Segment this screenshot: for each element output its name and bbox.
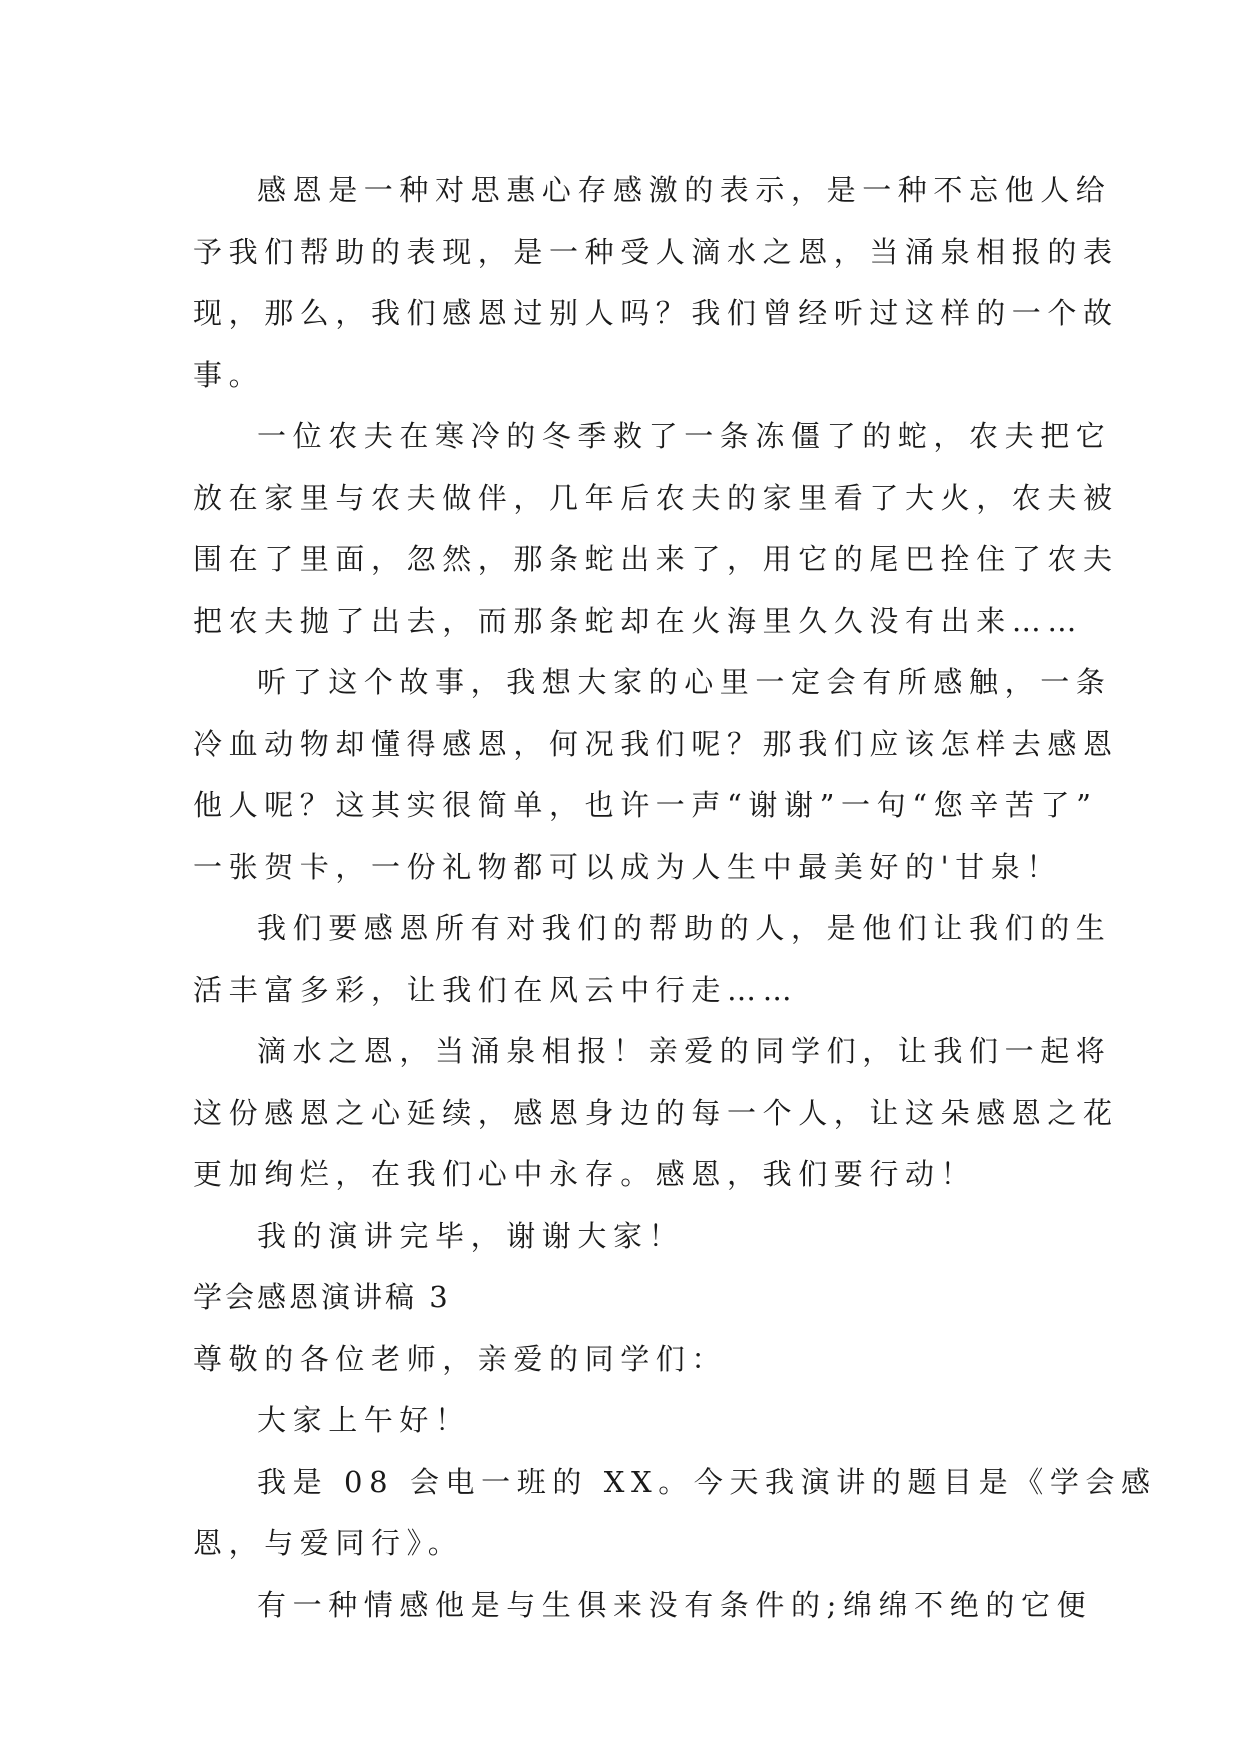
text-line: 感恩是一种对思惠心存感激的表示，是一种不忘他人给 <box>257 173 1112 207</box>
text-line: 这份感恩之心延续，感恩身边的每一个人，让这朵感恩之花 <box>193 1095 1119 1130</box>
text-line: 予我们帮助的表现，是一种受人滴水之恩，当涌泉相报的表 <box>193 234 1119 269</box>
text-line: 他人呢？这其实很简单，也许一声“谢谢”一句“您辛苦了” <box>193 788 1098 822</box>
text-line: 我们要感恩所有对我们的帮助的人，是他们让我们的生 <box>257 911 1112 945</box>
text-line: 听了这个故事，我想大家的心里一定会有所感触，一条 <box>257 665 1112 699</box>
text-line: 有一种情感他是与生俱来没有条件的;绵绵不绝的它便 <box>257 1587 1093 1622</box>
text-line: 我的演讲完毕，谢谢大家！ <box>257 1218 685 1253</box>
greeting: 大家上午好！ <box>257 1403 471 1437</box>
text-line: 更加绚烂，在我们心中永存。感恩，我们要行动！ <box>193 1157 977 1191</box>
text-line: 把农夫抛了出去，而那条蛇却在火海里久久没有出来…… <box>193 603 1084 638</box>
text-line: 活丰富多彩，让我们在风云中行走…… <box>193 972 799 1007</box>
section-title: 学会感恩演讲稿 3 <box>193 1280 451 1314</box>
text-line: 我是 08 会电一班的 XX。今天我演讲的题目是《学会感 <box>257 1464 1157 1499</box>
text-line: 放在家里与农夫做伴，几年后农夫的家里看了大火，农夫被 <box>193 480 1119 515</box>
document-body <box>193 160 1157 1636</box>
text-line: 围在了里面，忽然，那条蛇出来了，用它的尾巴拴住了农夫 <box>193 542 1119 576</box>
salutation: 尊敬的各位老师，亲爱的同学们： <box>193 1341 728 1376</box>
text-line: 滴水之恩，当涌泉相报！亲爱的同学们，让我们一起将 <box>257 1034 1112 1068</box>
text-line: 冷血动物却懂得感恩，何况我们呢？那我们应该怎样去感恩 <box>193 726 1119 761</box>
text-line: 事。 <box>193 357 265 392</box>
text-line: 一位农夫在寒冷的冬季救了一条冻僵了的蛇，农夫把它 <box>257 419 1112 453</box>
text-line: 现，那么，我们感恩过别人吗？我们曾经听过这样的一个故 <box>193 296 1119 330</box>
text-line: 恩，与爱同行》。 <box>193 1526 464 1560</box>
text-line: 一张贺卡，一份礼物都可以成为人生中最美好的'甘泉！ <box>193 849 1062 884</box>
